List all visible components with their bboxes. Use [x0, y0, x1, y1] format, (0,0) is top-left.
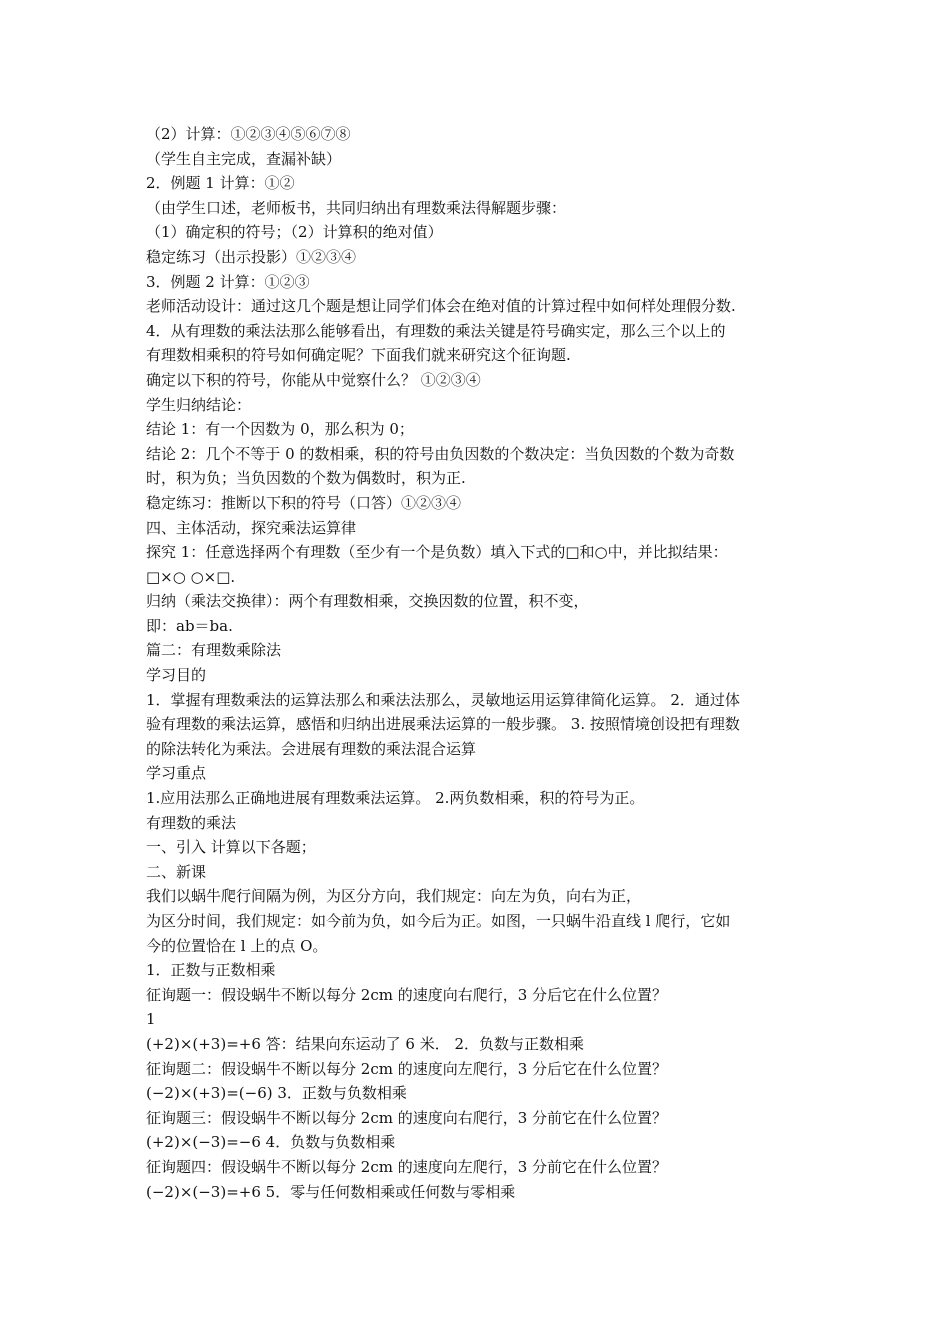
text-line: （学生自主完成，查漏补缺）	[146, 149, 342, 168]
document-body	[146, 122, 816, 1204]
text-line: 结论 1：有一个因数为 0，那么积为 0；	[146, 420, 414, 439]
text-line: 1	[146, 1010, 156, 1029]
text-line: 学习重点	[146, 764, 207, 783]
text-line: 1．掌握有理数乘法的运算法那么和乘法法那么，灵敏地运用运算律简化运算。 2．通过体	[146, 690, 740, 709]
text-line: 为区分时间，我们规定：如今前为负，如今后为正。如图，一只蜗牛沿直线 l 爬行，它如	[146, 912, 731, 930]
text-line: (−2)×(−3)=+6 5．零与任何数相乘或任何数与零相乘	[146, 1182, 516, 1201]
text-line: 2．例题 1 计算：①②	[146, 174, 295, 193]
text-line: 4．从有理数的乘法法那么能够看出，有理数的乘法关键是符号确实定，那么三个以上的	[146, 321, 726, 340]
text-line: 我们以蜗牛爬行间隔为例，为区分方向，我们规定：向左为负，向右为正，	[146, 887, 642, 906]
text-line: 征询题三：假设蜗牛不断以每分 2cm 的速度向右爬行，3 分前它在什么位置？	[146, 1108, 668, 1127]
text-line: 篇二：有理数乘除法	[146, 641, 282, 660]
text-line: 四、主体活动，探究乘法运算律	[146, 518, 357, 537]
text-line: （2）计算：①②③④⑤⑥⑦⑧	[146, 125, 351, 143]
text-line: 征询题一：假设蜗牛不断以每分 2cm 的速度向右爬行，3 分后它在什么位置？	[146, 985, 668, 1004]
text-line: 老师活动设计：通过这几个题是想让同学们体会在绝对值的计算过程中如何样处理假分数.	[146, 297, 736, 316]
text-line: 的除法转化为乘法。会进展有理数的乘法混合运算	[146, 739, 477, 758]
text-line: 学生归纳结论：	[146, 395, 252, 414]
text-line: 征询题二：假设蜗牛不断以每分 2cm 的速度向左爬行，3 分后它在什么位置？	[146, 1059, 668, 1078]
text-line: (+2)×(−3)=−6 4．负数与负数相乘	[146, 1133, 396, 1152]
text-line: (−2)×(+3)=(−6) 3．正数与负数相乘	[146, 1084, 407, 1103]
text-line: 二、新课	[146, 862, 207, 881]
text-line: 一、引入 计算以下各题；	[146, 838, 316, 857]
text-line: (+2)×(+3)=+6 答：结果向东运动了 6 米． 2．负数与正数相乘	[146, 1034, 585, 1053]
text-line: 3．例题 2 计算：①②③	[146, 272, 310, 291]
text-line: 稳定练习：推断以下积的符号（口答）①②③④	[146, 493, 462, 512]
text-line: 结论 2：几个不等于 0 的数相乘，积的符号由负因数的个数决定：当负因数的个数为奇数	[146, 444, 735, 463]
text-line: 时，积为负；当负因数的个数为偶数时，积为正.	[146, 469, 466, 488]
text-line: （1）确定积的符号；（2）计算积的绝对值）	[146, 223, 443, 242]
text-line: 征询题四：假设蜗牛不断以每分 2cm 的速度向左爬行，3 分前它在什么位置？	[146, 1157, 668, 1176]
text-line: □×○ ○×□.	[146, 567, 236, 586]
text-line: 今的位置恰在 l 上的点 O。	[146, 936, 328, 955]
text-line: 稳定练习（出示投影）①②③④	[146, 247, 357, 266]
text-line: 归纳（乘法交换律）：两个有理数相乘，交换因数的位置，积不变，	[146, 592, 589, 611]
text-line: 1.应用法那么正确地进展有理数乘法运算。 2.两负数相乘，积的符号为正。	[146, 789, 645, 808]
text-line: 学习目的	[146, 666, 207, 685]
text-line: 1．正数与正数相乘	[146, 961, 276, 980]
text-line: 即：ab＝ba.	[146, 616, 233, 635]
text-line: 探究 1：任意选择两个有理数（至少有一个是负数）填入下式的□和○中，并比拟结果：	[146, 543, 728, 562]
text-line: 验有理数的乘法运算，感悟和归纳出进展乘法运算的一般步骤。 3. 按照情境创设把有理数	[146, 715, 740, 734]
text-line: 确定以下积的符号，你能从中觉察什么？ ①②③④	[146, 370, 481, 389]
text-line: （由学生口述，老师板书，共同归纳出有理数乘法得解题步骤：	[146, 198, 567, 217]
text-line: 有理数相乘积的符号如何确定呢？下面我们就来研究这个征询题.	[146, 346, 571, 365]
text-line: 有理数的乘法	[146, 813, 237, 832]
